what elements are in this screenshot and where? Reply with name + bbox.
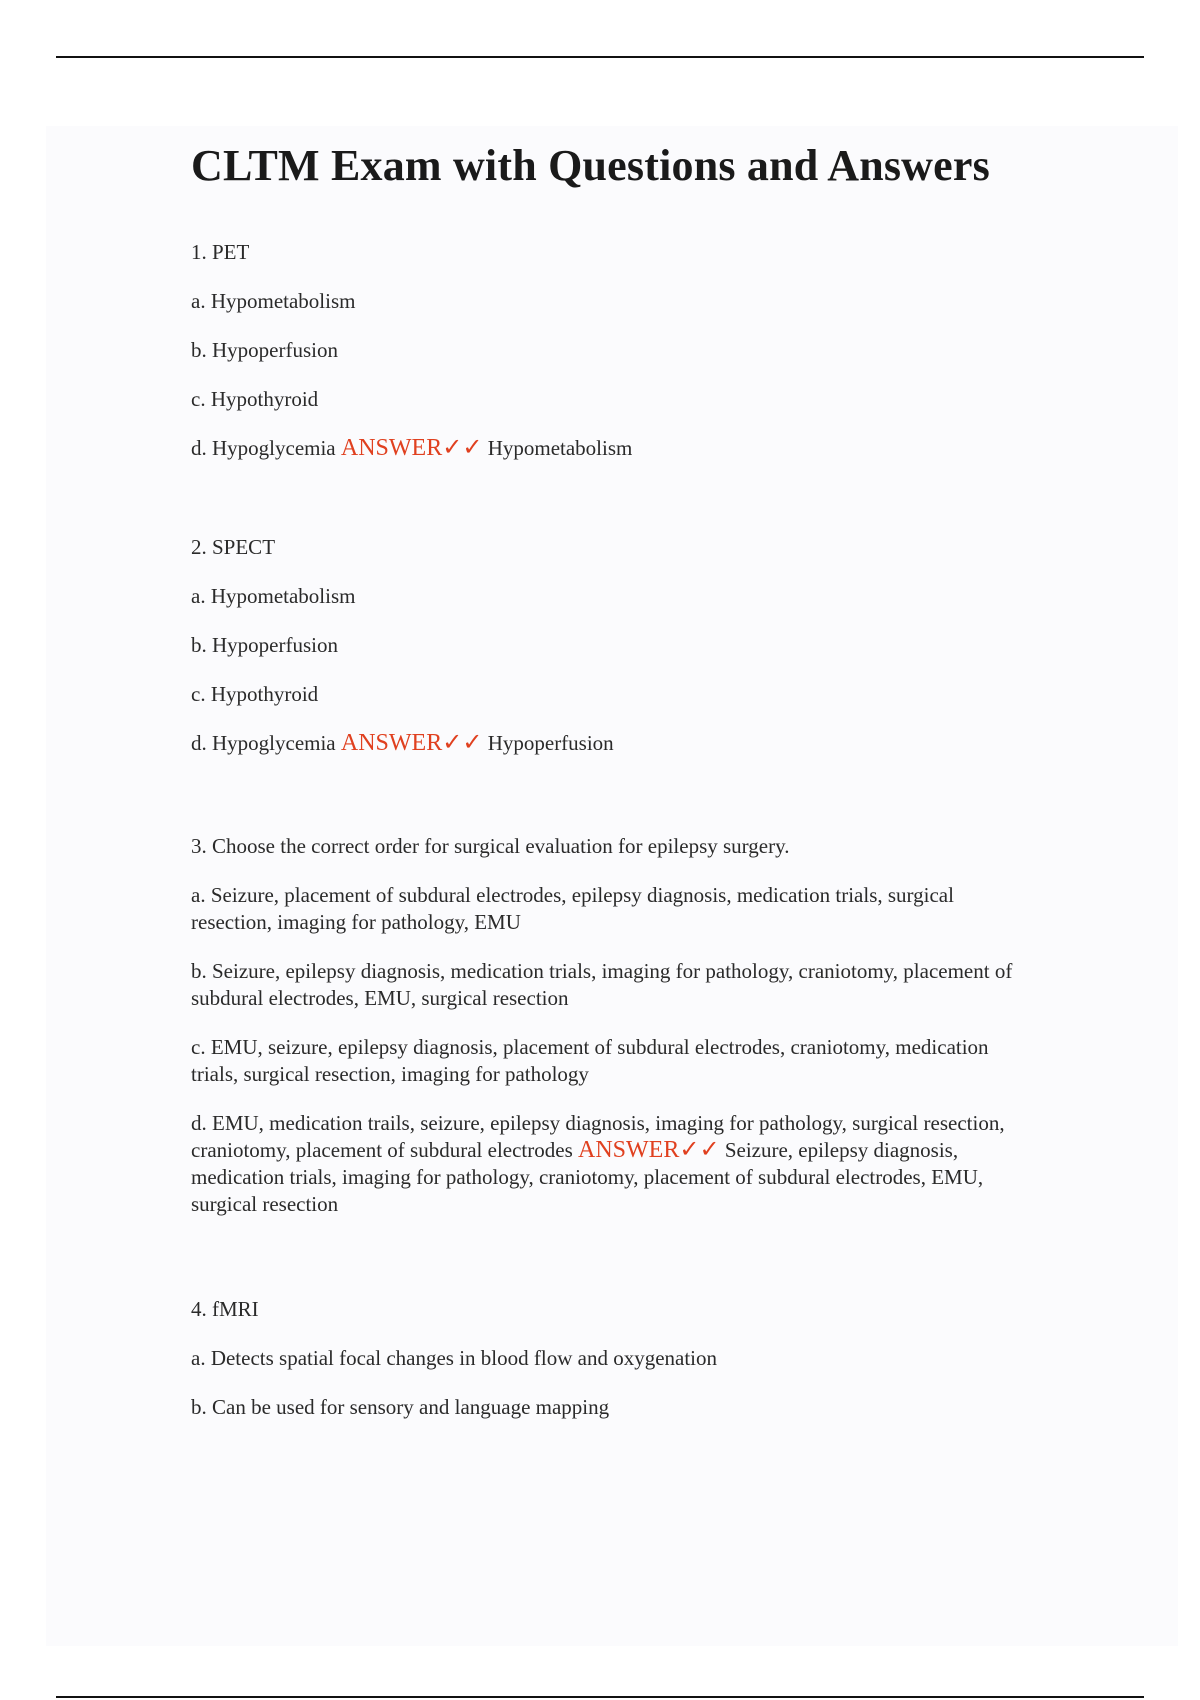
- option: a. Hypometabolism: [191, 584, 356, 608]
- option: a. Hypometabolism: [191, 289, 356, 313]
- answer-label: ANSWER✓✓: [578, 1137, 720, 1163]
- question-stem: 4. fMRI: [191, 1297, 259, 1321]
- option-with-answer: [191, 435, 1031, 462]
- header-rule: [56, 56, 1144, 58]
- option: b. Hypoperfusion: [191, 338, 338, 362]
- option: c. Hypothyroid: [191, 682, 319, 706]
- question-stem: 2. SPECT: [191, 535, 276, 559]
- question-1: [191, 239, 1031, 462]
- question-2: [191, 534, 1031, 757]
- document-content: [191, 140, 1031, 1443]
- option-text: d. Hypoglycemia: [191, 731, 336, 755]
- option: c. EMU, seizure, epilepsy diagnosis, placement of subdural electrodes, craniotomy, medication trials, surgical resection, imaging for pathology: [191, 1035, 989, 1086]
- option-with-answer: [191, 1110, 1031, 1218]
- option-text: d. EMU, medication trails, seizure, epilepsy diagnosis, imaging for pathology, surgical resection, craniotomy, placement of subdural electrodes: [191, 1111, 1005, 1162]
- question-3: [191, 833, 1031, 1218]
- option: b. Hypoperfusion: [191, 633, 338, 657]
- answer-text: Seizure, epilepsy diagnosis, medication trials, imaging for pathology, craniotomy, placement of subdural electrodes, EMU, surgical resection: [191, 1138, 984, 1216]
- document-page: [46, 126, 1178, 1646]
- option: c. Hypothyroid: [191, 387, 319, 411]
- answer-label: ANSWER✓✓: [340, 730, 483, 756]
- document-title: CLTM Exam with Questions and Answers: [191, 141, 990, 190]
- option-with-answer: [191, 730, 1031, 757]
- question-stem: 1. PET: [191, 240, 250, 264]
- option: a. Seizure, placement of subdural electrodes, epilepsy diagnosis, medication trials, surgical resection, imaging for pathology, EMU: [191, 883, 954, 934]
- answer-label: ANSWER✓✓: [340, 435, 483, 461]
- answer-text: Hypometabolism: [487, 436, 633, 460]
- question-stem: 3. Choose the correct order for surgical evaluation for epilepsy surgery.: [191, 834, 790, 858]
- option: b. Can be used for sensory and language mapping: [191, 1395, 610, 1419]
- option: b. Seizure, epilepsy diagnosis, medication trials, imaging for pathology, craniotomy, placement of subdural electrodes, EMU, surgical resection: [191, 959, 1013, 1010]
- question-4: [191, 1296, 1031, 1421]
- option-text: d. Hypoglycemia: [191, 436, 336, 460]
- option: a. Detects spatial focal changes in blood flow and oxygenation: [191, 1346, 718, 1370]
- footer-rule: [56, 1696, 1144, 1698]
- answer-text: Hypoperfusion: [487, 731, 614, 755]
